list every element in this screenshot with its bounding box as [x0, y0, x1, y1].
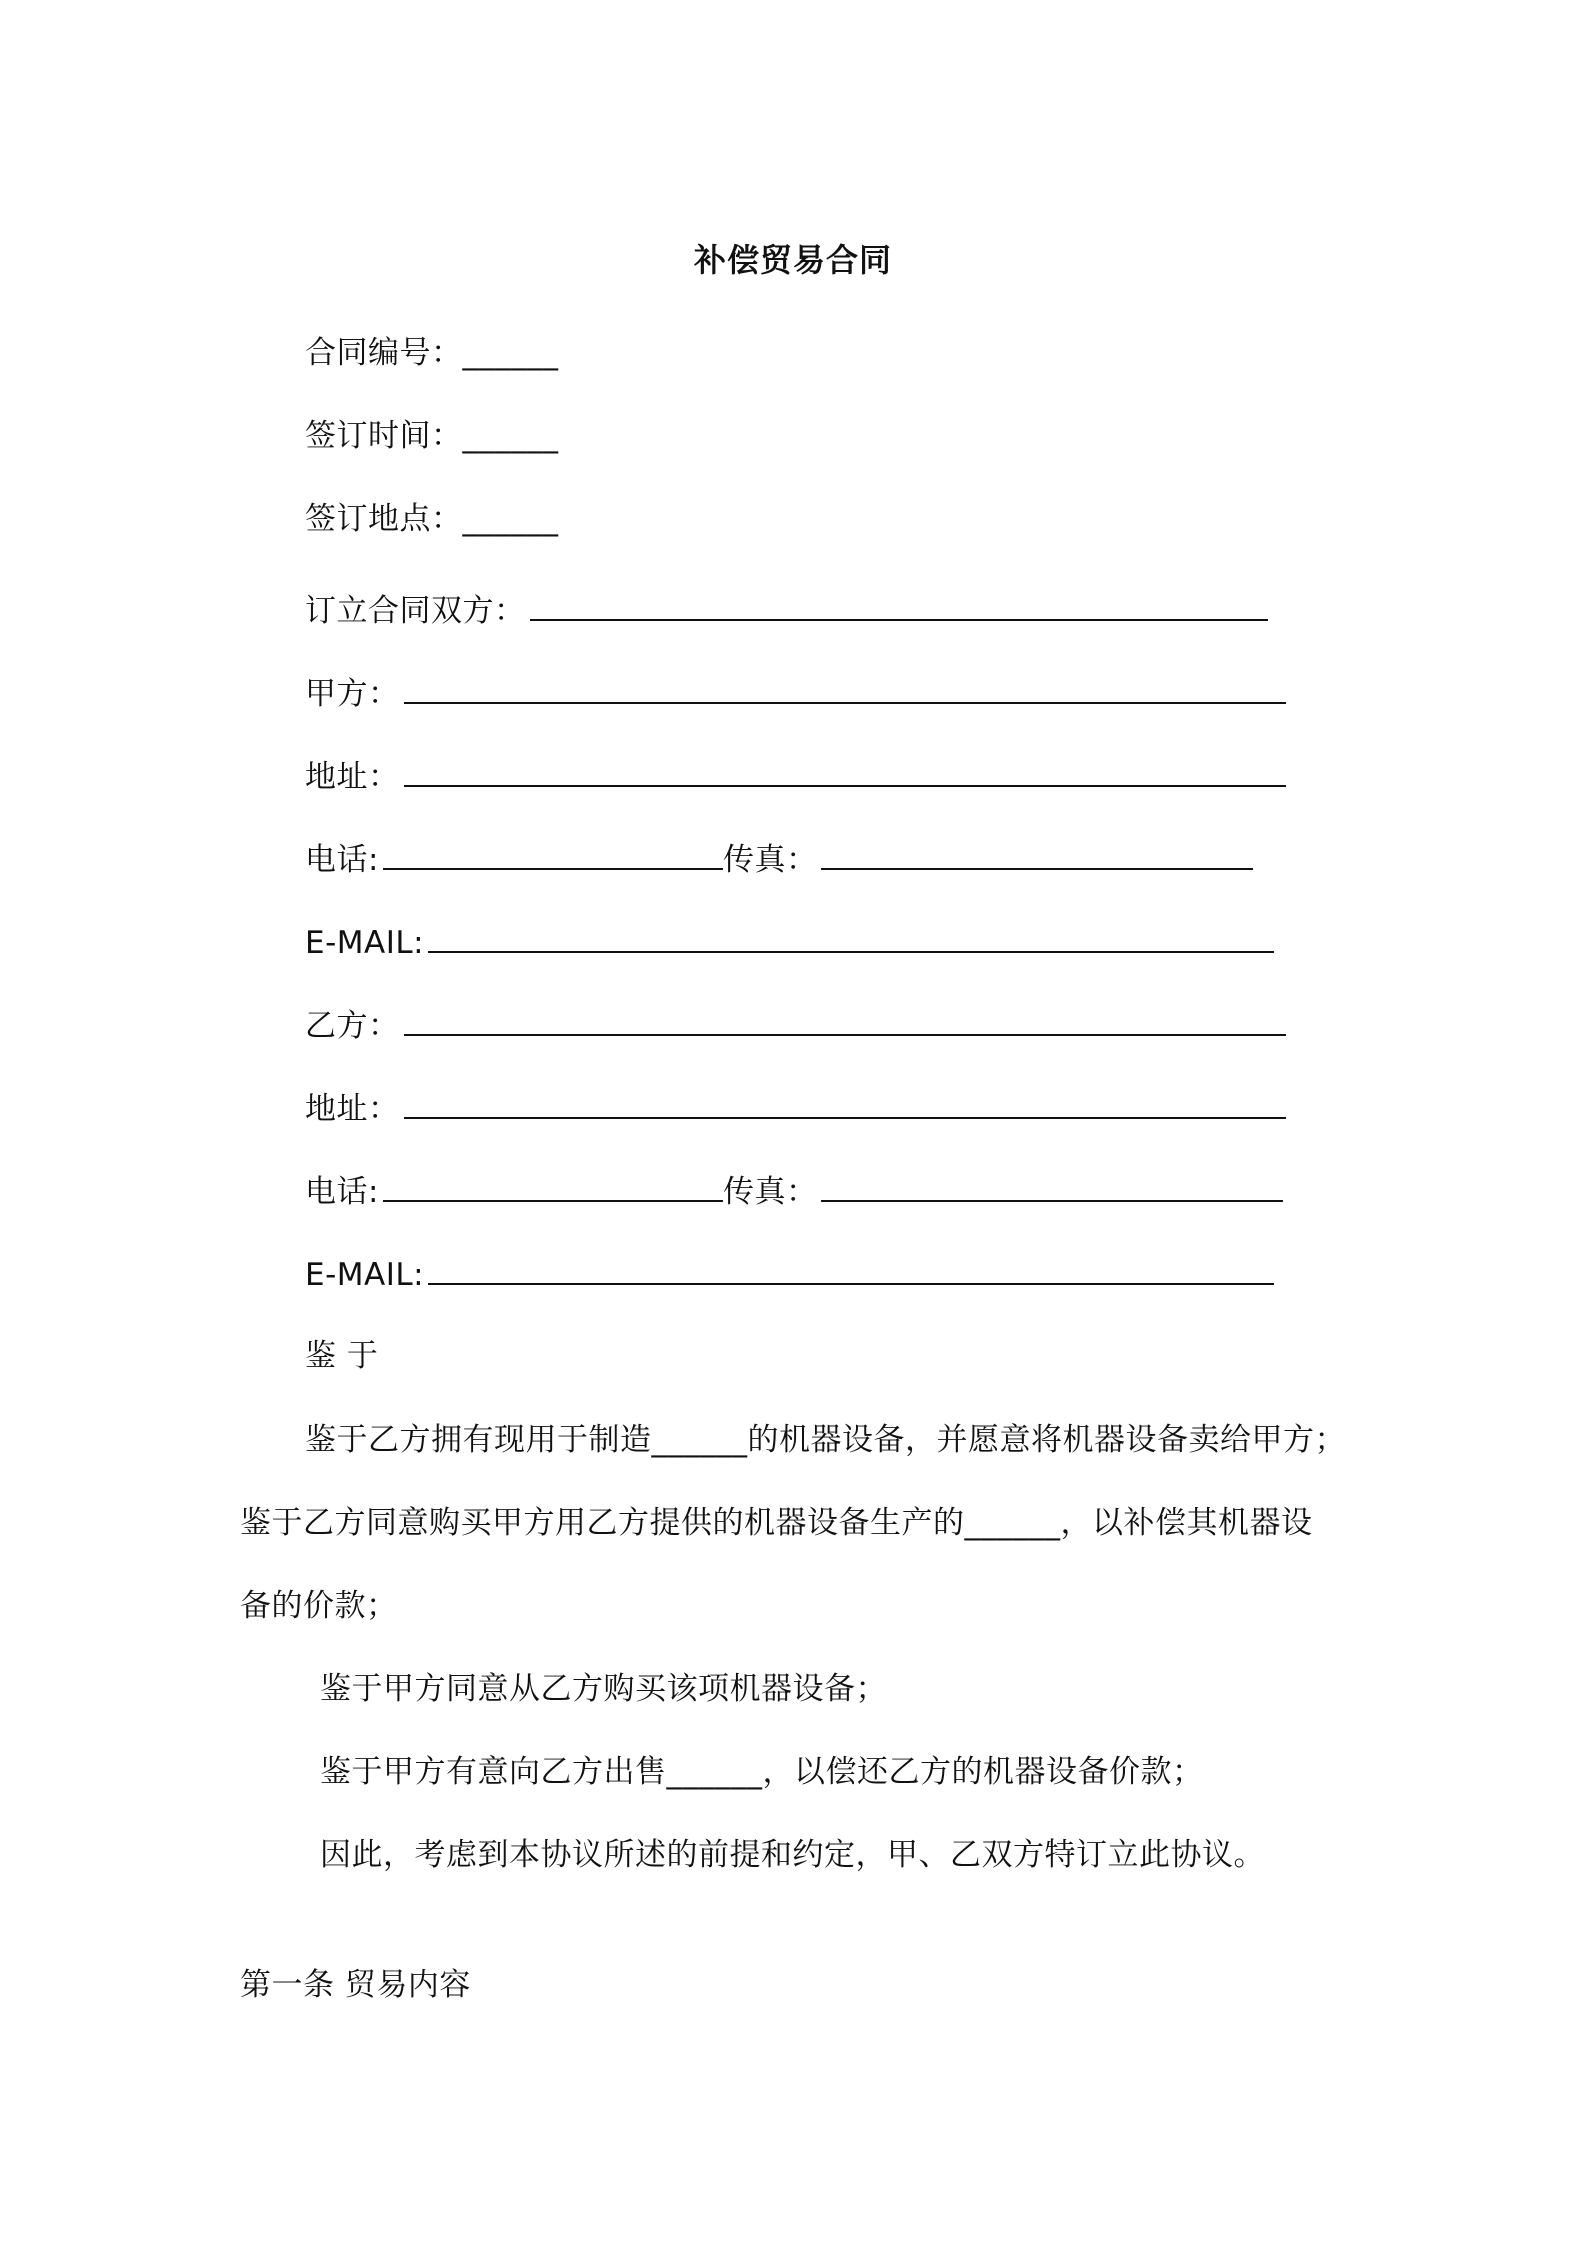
- party-a-name-row: [305, 672, 1286, 714]
- party-b-email-blank: [428, 1253, 1274, 1285]
- party-b-address-label: 地址：: [305, 1091, 400, 1127]
- whereas-paragraph-1-line-3: 备的价款；: [240, 1588, 398, 1624]
- article-1-heading: 第一条 贸易内容: [240, 1967, 471, 2003]
- whereas-paragraph-3: 鉴于甲方有意向乙方出售______，以偿还乙方的机器设备价款；: [320, 1754, 1204, 1790]
- sign-time-label: 签订时间：: [305, 418, 463, 454]
- party-a-email-blank: [428, 921, 1274, 953]
- party-b-name-blank: [404, 1004, 1286, 1036]
- party-a-phone-fax-row: [305, 838, 1253, 880]
- whereas-heading: 鉴 于: [305, 1338, 379, 1374]
- sign-place-blank: ______: [462, 501, 559, 537]
- whereas-paragraph-1-line-2: 鉴于乙方同意购买甲方用乙方提供的机器设备生产的______，以补偿其机器设: [240, 1505, 1313, 1541]
- sign-time-blank: ______: [462, 418, 559, 454]
- party-a-fax-label: 传真：: [722, 842, 818, 878]
- party-b-phone-fax-row: [305, 1170, 1283, 1212]
- party-a-address-blank: [404, 755, 1286, 787]
- party-b-phone-blank: [383, 1170, 723, 1202]
- document-title: 补偿贸易合同: [693, 241, 892, 279]
- party-a-address-row: [305, 755, 1286, 797]
- contract-number-label: 合同编号：: [305, 335, 463, 371]
- party-b-fax-label: 传真：: [722, 1174, 818, 1210]
- sign-time-row: [305, 416, 559, 456]
- party-a-name-blank: [404, 672, 1286, 704]
- sign-place-label: 签订地点：: [305, 501, 463, 537]
- contracting-parties-row: [305, 589, 1268, 631]
- party-b-address-row: [305, 1087, 1286, 1129]
- contract-number-blank: ______: [462, 335, 559, 371]
- party-a-address-label: 地址：: [305, 759, 400, 795]
- party-b-address-blank: [404, 1087, 1286, 1119]
- party-a-email-label: E-MAIL:: [305, 925, 425, 961]
- party-a-phone-blank: [383, 838, 723, 870]
- party-a-name-label: 甲方：: [305, 676, 400, 712]
- contracting-parties-label: 订立合同双方：: [305, 593, 526, 629]
- whereas-paragraph-1-line-1: 鉴于乙方拥有现用于制造______的机器设备，并愿意将机器设备卖给甲方；: [305, 1422, 1346, 1458]
- contract-number-row: [305, 333, 559, 373]
- party-b-name-row: [305, 1004, 1286, 1046]
- party-a-email-row: [305, 921, 1274, 963]
- sign-place-row: [305, 499, 559, 539]
- party-b-fax-blank: [821, 1170, 1283, 1202]
- party-a-phone-label: 电话:: [305, 842, 379, 878]
- party-b-email-row: [305, 1253, 1274, 1295]
- party-a-fax-blank: [821, 838, 1253, 870]
- party-b-email-label: E-MAIL:: [305, 1257, 425, 1293]
- party-b-name-label: 乙方：: [305, 1008, 400, 1044]
- contracting-parties-blank: [530, 589, 1268, 621]
- whereas-paragraph-4: 因此，考虑到本协议所述的前提和约定，甲、乙双方特订立此协议。: [320, 1837, 1265, 1873]
- whereas-paragraph-2: 鉴于甲方同意从乙方购买该项机器设备；: [320, 1671, 887, 1707]
- party-b-phone-label: 电话:: [305, 1174, 379, 1210]
